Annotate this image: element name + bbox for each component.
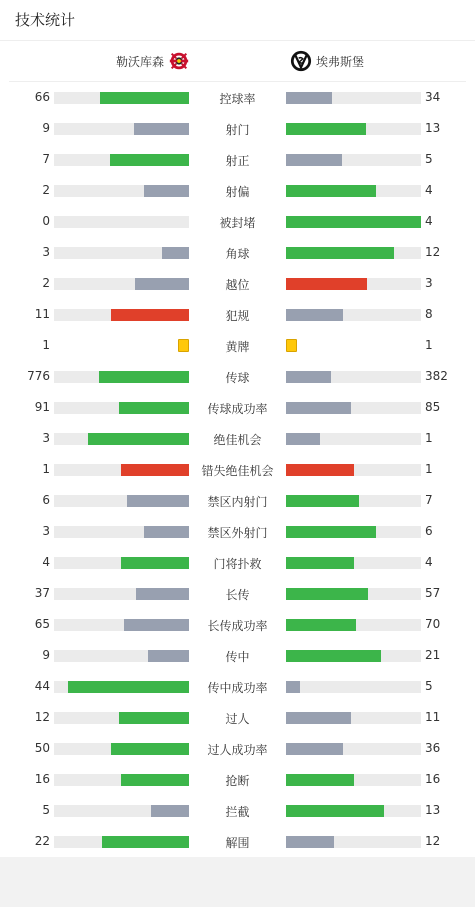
away-bar-fill	[286, 433, 320, 445]
stat-label: 解围	[225, 836, 250, 850]
home-bar-fill	[121, 774, 189, 786]
away-bar-track	[286, 526, 421, 538]
stat-label: 越位	[225, 278, 250, 292]
home-bar-fill	[121, 464, 189, 476]
stat-row	[0, 640, 475, 671]
away-bar-fill	[286, 154, 342, 166]
stat-row	[0, 733, 475, 764]
home-value: 16	[34, 772, 50, 786]
home-value: 12	[34, 710, 50, 724]
away-bar-track	[286, 154, 421, 166]
home-bar-fill	[100, 92, 189, 104]
away-bar-track	[286, 216, 421, 228]
home-bar-track	[54, 185, 189, 197]
away-value: 5	[425, 152, 433, 166]
stat-row	[0, 547, 475, 578]
stat-label: 长传成功率	[207, 619, 268, 633]
home-bar-track	[54, 216, 189, 228]
home-value: 4	[42, 555, 50, 569]
home-bar-track	[54, 464, 189, 476]
away-bar-track	[286, 836, 421, 848]
away-bar-track	[286, 123, 421, 135]
home-bar-fill	[144, 526, 189, 538]
stat-label: 黄牌	[225, 340, 250, 354]
home-value: 9	[42, 648, 50, 662]
home-bar-fill	[111, 743, 189, 755]
away-bar-track	[286, 92, 421, 104]
home-bar-track	[54, 526, 189, 538]
home-bar-track	[54, 743, 189, 755]
away-value: 34	[425, 90, 441, 104]
home-value: 2	[42, 183, 50, 197]
stat-label: 绝佳机会	[213, 433, 262, 447]
home-bar-fill	[134, 123, 189, 135]
away-value: 4	[425, 183, 433, 197]
away-bar-track	[286, 402, 421, 414]
stat-label: 犯规	[225, 309, 250, 323]
home-value: 0	[42, 214, 50, 228]
stat-row	[0, 299, 475, 330]
away-bar-track	[286, 247, 421, 259]
away-bar-fill	[286, 619, 356, 631]
stat-label: 射正	[225, 154, 250, 168]
home-value: 3	[42, 524, 50, 538]
home-value: 66	[34, 90, 50, 104]
home-bar-fill	[148, 650, 189, 662]
home-bar-fill	[124, 619, 189, 631]
home-bar-track	[54, 309, 189, 321]
stat-label: 禁区内射门	[207, 495, 268, 509]
home-bar-track	[54, 402, 189, 414]
home-value: 6	[42, 493, 50, 507]
stat-label: 传球	[225, 371, 250, 385]
away-value: 57	[425, 586, 441, 600]
home-value: 776	[27, 369, 50, 383]
home-bar-fill	[111, 309, 189, 321]
away-bar-fill	[286, 650, 381, 662]
home-bar-track	[54, 712, 189, 724]
home-value: 37	[34, 586, 50, 600]
home-bar-track	[54, 619, 189, 631]
home-bar-track	[54, 836, 189, 848]
home-yellow-card-icon	[178, 339, 189, 352]
home-value: 2	[42, 276, 50, 290]
home-value: 1	[42, 462, 50, 476]
away-value: 1	[425, 431, 433, 445]
away-value: 85	[425, 400, 441, 414]
away-bar-fill	[286, 123, 366, 135]
away-value: 12	[425, 245, 441, 259]
stat-row	[0, 144, 475, 175]
home-value: 44	[34, 679, 50, 693]
home-bar-fill	[68, 681, 189, 693]
stat-row	[0, 113, 475, 144]
away-yellow-card-icon	[286, 339, 297, 352]
stats-list	[0, 82, 475, 857]
away-value: 1	[425, 338, 433, 352]
stat-row	[0, 82, 475, 113]
home-value: 3	[42, 431, 50, 445]
home-bar-fill	[151, 805, 189, 817]
away-bar-track	[286, 681, 421, 693]
stat-label: 禁区外射门	[207, 526, 268, 540]
home-bar-track	[54, 650, 189, 662]
home-bar-track	[54, 433, 189, 445]
stat-row	[0, 671, 475, 702]
stat-label: 门将扑救	[213, 557, 262, 571]
away-value: 13	[425, 121, 441, 135]
stat-label: 被封堵	[219, 216, 256, 230]
home-bar-track	[54, 805, 189, 817]
away-value: 4	[425, 555, 433, 569]
home-bar-fill	[127, 495, 189, 507]
stat-label: 传球成功率	[207, 402, 268, 416]
home-value: 5	[42, 803, 50, 817]
away-bar-track	[286, 278, 421, 290]
home-bar-fill	[162, 247, 189, 259]
stat-row	[0, 392, 475, 423]
away-bar-track	[286, 650, 421, 662]
away-value: 7	[425, 493, 433, 507]
stat-label: 传中成功率	[207, 681, 268, 695]
away-bar-fill	[286, 681, 300, 693]
home-value: 22	[34, 834, 50, 848]
stat-row	[0, 237, 475, 268]
away-value: 16	[425, 772, 441, 786]
away-bar-track	[286, 433, 421, 445]
stat-row	[0, 175, 475, 206]
stat-label: 角球	[225, 247, 250, 261]
away-bar-fill	[286, 216, 421, 228]
stat-row	[0, 702, 475, 733]
home-value: 65	[34, 617, 50, 631]
away-bar-track	[286, 743, 421, 755]
home-bar-fill	[102, 836, 189, 848]
stat-row	[0, 423, 475, 454]
stat-label: 过人成功率	[207, 743, 268, 757]
home-team-name: 勒沃库森	[115, 54, 164, 69]
home-bar-fill	[135, 278, 189, 290]
stat-label: 控球率	[219, 92, 256, 106]
home-bar-track	[54, 371, 189, 383]
stat-row	[0, 578, 475, 609]
home-bar-fill	[119, 402, 189, 414]
home-bar-fill	[119, 712, 189, 724]
away-bar-track	[286, 495, 421, 507]
home-bar-fill	[110, 154, 189, 166]
away-bar-fill	[286, 495, 359, 507]
home-bar-fill	[99, 371, 189, 383]
home-bar-track	[54, 123, 189, 135]
home-bar-fill	[88, 433, 189, 445]
stat-label: 抢断	[225, 774, 250, 788]
stat-row	[0, 361, 475, 392]
away-value: 5	[425, 679, 433, 693]
away-value: 13	[425, 803, 441, 817]
teams-row	[9, 41, 466, 82]
home-bar-track	[54, 247, 189, 259]
away-value: 1	[425, 462, 433, 476]
away-bar-fill	[286, 805, 384, 817]
home-value: 3	[42, 245, 50, 259]
home-value: 91	[34, 400, 50, 414]
away-team-name: 埃弗斯堡	[316, 54, 365, 69]
stat-row	[0, 516, 475, 547]
away-value: 3	[425, 276, 433, 290]
stat-row	[0, 826, 475, 857]
away-value: 4	[425, 214, 433, 228]
away-value: 12	[425, 834, 441, 848]
stat-row	[0, 485, 475, 516]
away-bar-fill	[286, 309, 343, 321]
stat-row	[0, 609, 475, 640]
stat-label: 错失绝佳机会	[201, 464, 274, 478]
away-team[interactable]	[290, 50, 364, 72]
stat-row	[0, 764, 475, 795]
home-bar-fill	[121, 557, 189, 569]
home-value: 1	[42, 338, 50, 352]
away-bar-track	[286, 464, 421, 476]
away-bar-fill	[286, 185, 376, 197]
away-bar-track	[286, 619, 421, 631]
away-bar-fill	[286, 526, 376, 538]
away-value: 8	[425, 307, 433, 321]
stat-row	[0, 268, 475, 299]
home-team-logo-icon	[168, 50, 190, 72]
home-value: 7	[42, 152, 50, 166]
home-value: 11	[34, 307, 50, 321]
stat-label: 过人	[225, 712, 250, 726]
away-bar-track	[286, 774, 421, 786]
away-bar-track	[286, 185, 421, 197]
home-bar-track	[54, 495, 189, 507]
home-bar-track	[54, 588, 189, 600]
away-bar-fill	[286, 464, 354, 476]
away-bar-track	[286, 557, 421, 569]
home-bar-track	[54, 92, 189, 104]
away-bar-track	[286, 588, 421, 600]
away-bar-fill	[286, 247, 394, 259]
away-value: 36	[425, 741, 441, 755]
away-team-logo-icon	[290, 50, 312, 72]
home-team[interactable]	[116, 50, 190, 72]
home-value: 9	[42, 121, 50, 135]
stat-label: 拦截	[225, 805, 250, 819]
home-value: 50	[34, 741, 50, 755]
away-value: 6	[425, 524, 433, 538]
home-bar-fill	[136, 588, 189, 600]
stat-label: 长传	[225, 588, 250, 602]
stat-row	[0, 454, 475, 485]
stat-label: 射门	[225, 123, 250, 137]
away-bar-track	[286, 712, 421, 724]
away-bar-fill	[286, 836, 334, 848]
stat-label: 传中	[225, 650, 250, 664]
stat-row	[0, 206, 475, 237]
section-title: 技术统计	[0, 0, 475, 41]
home-bar-track	[54, 154, 189, 166]
away-bar-fill	[286, 774, 354, 786]
away-bar-fill	[286, 712, 351, 724]
home-bar-track	[54, 557, 189, 569]
home-bar-track	[54, 278, 189, 290]
home-bar-track	[54, 681, 189, 693]
away-bar-fill	[286, 743, 343, 755]
stat-row	[0, 795, 475, 826]
away-value: 11	[425, 710, 441, 724]
home-bar-track	[54, 774, 189, 786]
away-bar-track	[286, 371, 421, 383]
away-bar-fill	[286, 557, 354, 569]
away-bar-track	[286, 805, 421, 817]
away-bar-fill	[286, 371, 331, 383]
away-value: 21	[425, 648, 441, 662]
away-bar-fill	[286, 278, 367, 290]
away-bar-fill	[286, 92, 332, 104]
stat-label: 射偏	[225, 185, 250, 199]
away-value: 382	[425, 369, 448, 383]
away-bar-track	[286, 309, 421, 321]
away-value: 70	[425, 617, 441, 631]
home-bar-fill	[144, 185, 189, 197]
away-bar-fill	[286, 588, 368, 600]
away-bar-fill	[286, 402, 351, 414]
stat-row	[0, 330, 475, 361]
